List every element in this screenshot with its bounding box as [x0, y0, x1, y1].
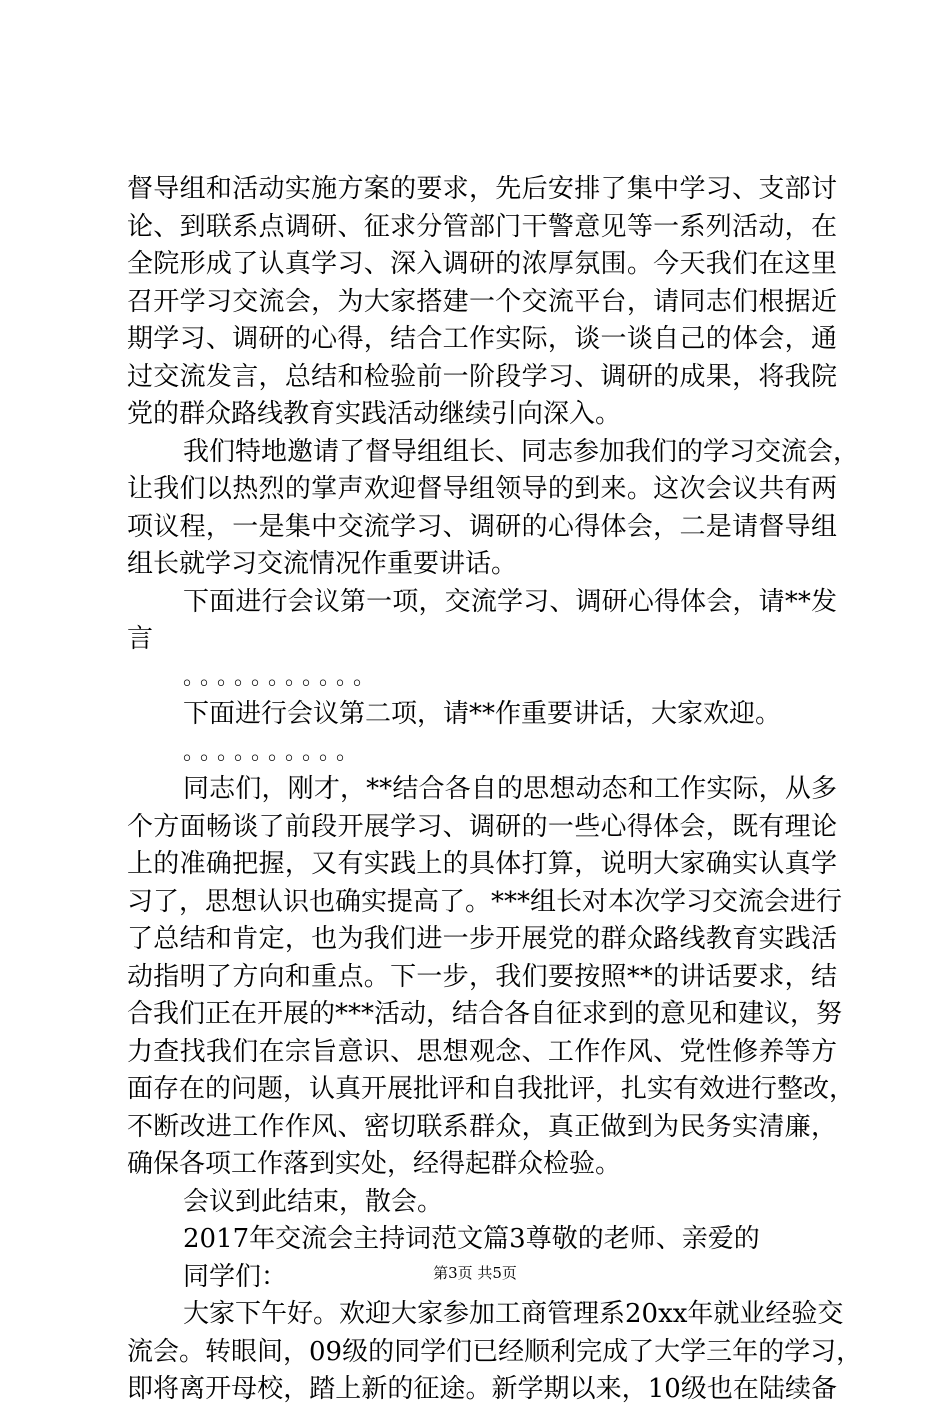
- text-line: 习了，思想认识也确实提高了。***组长对本次学习交流会进行: [127, 886, 843, 917]
- text-line: 会议到此结束，散会。: [183, 1186, 444, 1217]
- text-line: 我们特地邀请了督导组组长、同志参加我们的学习交流会，: [183, 436, 860, 467]
- text-line: 动指明了方向和重点。下一步，我们要按照**的讲话要求，结: [127, 961, 837, 992]
- document-body: [127, 171, 863, 1409]
- text-line: 让我们以热烈的掌声欢迎督导组领导的到来。这次会议共有两: [127, 474, 837, 504]
- text-line: 召开学习交流会，为大家搭建一个交流平台，请同志们根据近: [127, 286, 837, 317]
- text-line: 组长就学习交流情况作重要讲话。: [127, 549, 518, 579]
- text-line: 下面进行会议第一项，交流学习、调研心得体会，请**发: [183, 586, 837, 617]
- text-line: 督导组和活动实施方案的要求，先后安排了集中学习、支部讨: [127, 174, 837, 204]
- text-line: 同志们，刚才，**结合各自的思想动态和工作实际，从多: [183, 774, 837, 804]
- text-line: 言: [127, 624, 154, 654]
- text-line: 项议程，一是集中交流学习、调研的心得体会，二是请督导组: [127, 511, 837, 542]
- text-line: 同学们：: [183, 1261, 288, 1292]
- text-line: 期学习、调研的心得，结合工作实际，谈一谈自己的体会，通: [127, 324, 837, 354]
- text-line: 全院形成了认真学习、深入调研的浓厚氛围。今天我们在这里: [127, 249, 837, 279]
- text-line: 个方面畅谈了前段开展学习、调研的一些心得体会，既有理论: [127, 811, 837, 842]
- ellipsis-line: 。。。。。。。。。。: [183, 739, 365, 765]
- text-line: 2017年交流会主持词范文篇3尊敬的老师、亲爱的: [183, 1224, 760, 1254]
- text-line: 力查找我们在宗旨意识、思想观念、工作作风、党性修养等方: [127, 1036, 837, 1067]
- text-line: 下面进行会议第二项，请**作重要讲话，大家欢迎。: [183, 699, 782, 729]
- text-line: 大家下午好。欢迎大家参加工商管理系20xx年就业经验交: [183, 1299, 844, 1329]
- text-line: 上的准确把握，又有实践上的具体打算，说明大家确实认真学: [127, 849, 837, 879]
- text-line: 面存在的问题，认真开展批评和自我批评，扎实有效进行整改，: [127, 1074, 856, 1104]
- text-line: 即将离开母校，踏上新的征途。新学期以来，10级也在陆续备: [127, 1374, 837, 1404]
- text-line: 论、到联系点调研、征求分管部门干警意见等一系列活动，在: [127, 211, 837, 242]
- text-line: 合我们正在开展的***活动，结合各自征求到的意见和建议，努: [127, 999, 843, 1029]
- ellipsis-line: 。。。。。。。。。。。: [183, 664, 382, 690]
- text-line: 流会。转眼间，09级的同学们已经顺利完成了大学三年的学习，: [127, 1336, 863, 1367]
- text-line: 确保各项工作落到实处，经得起群众检验。: [127, 1149, 622, 1179]
- text-line: 党的群众路线教育实践活动继续引向深入。: [127, 399, 622, 429]
- text-line: 不断改进工作作风、密切联系群众，真正做到为民务实清廉，: [127, 1111, 837, 1142]
- text-line: 了总结和肯定，也为我们进一步开展党的群众路线教育实践活: [127, 924, 837, 954]
- text-line: 过交流发言，总结和检验前一阶段学习、调研的成果，将我院: [127, 361, 837, 392]
- page-footer: 第3页 共5页: [433, 1264, 517, 1282]
